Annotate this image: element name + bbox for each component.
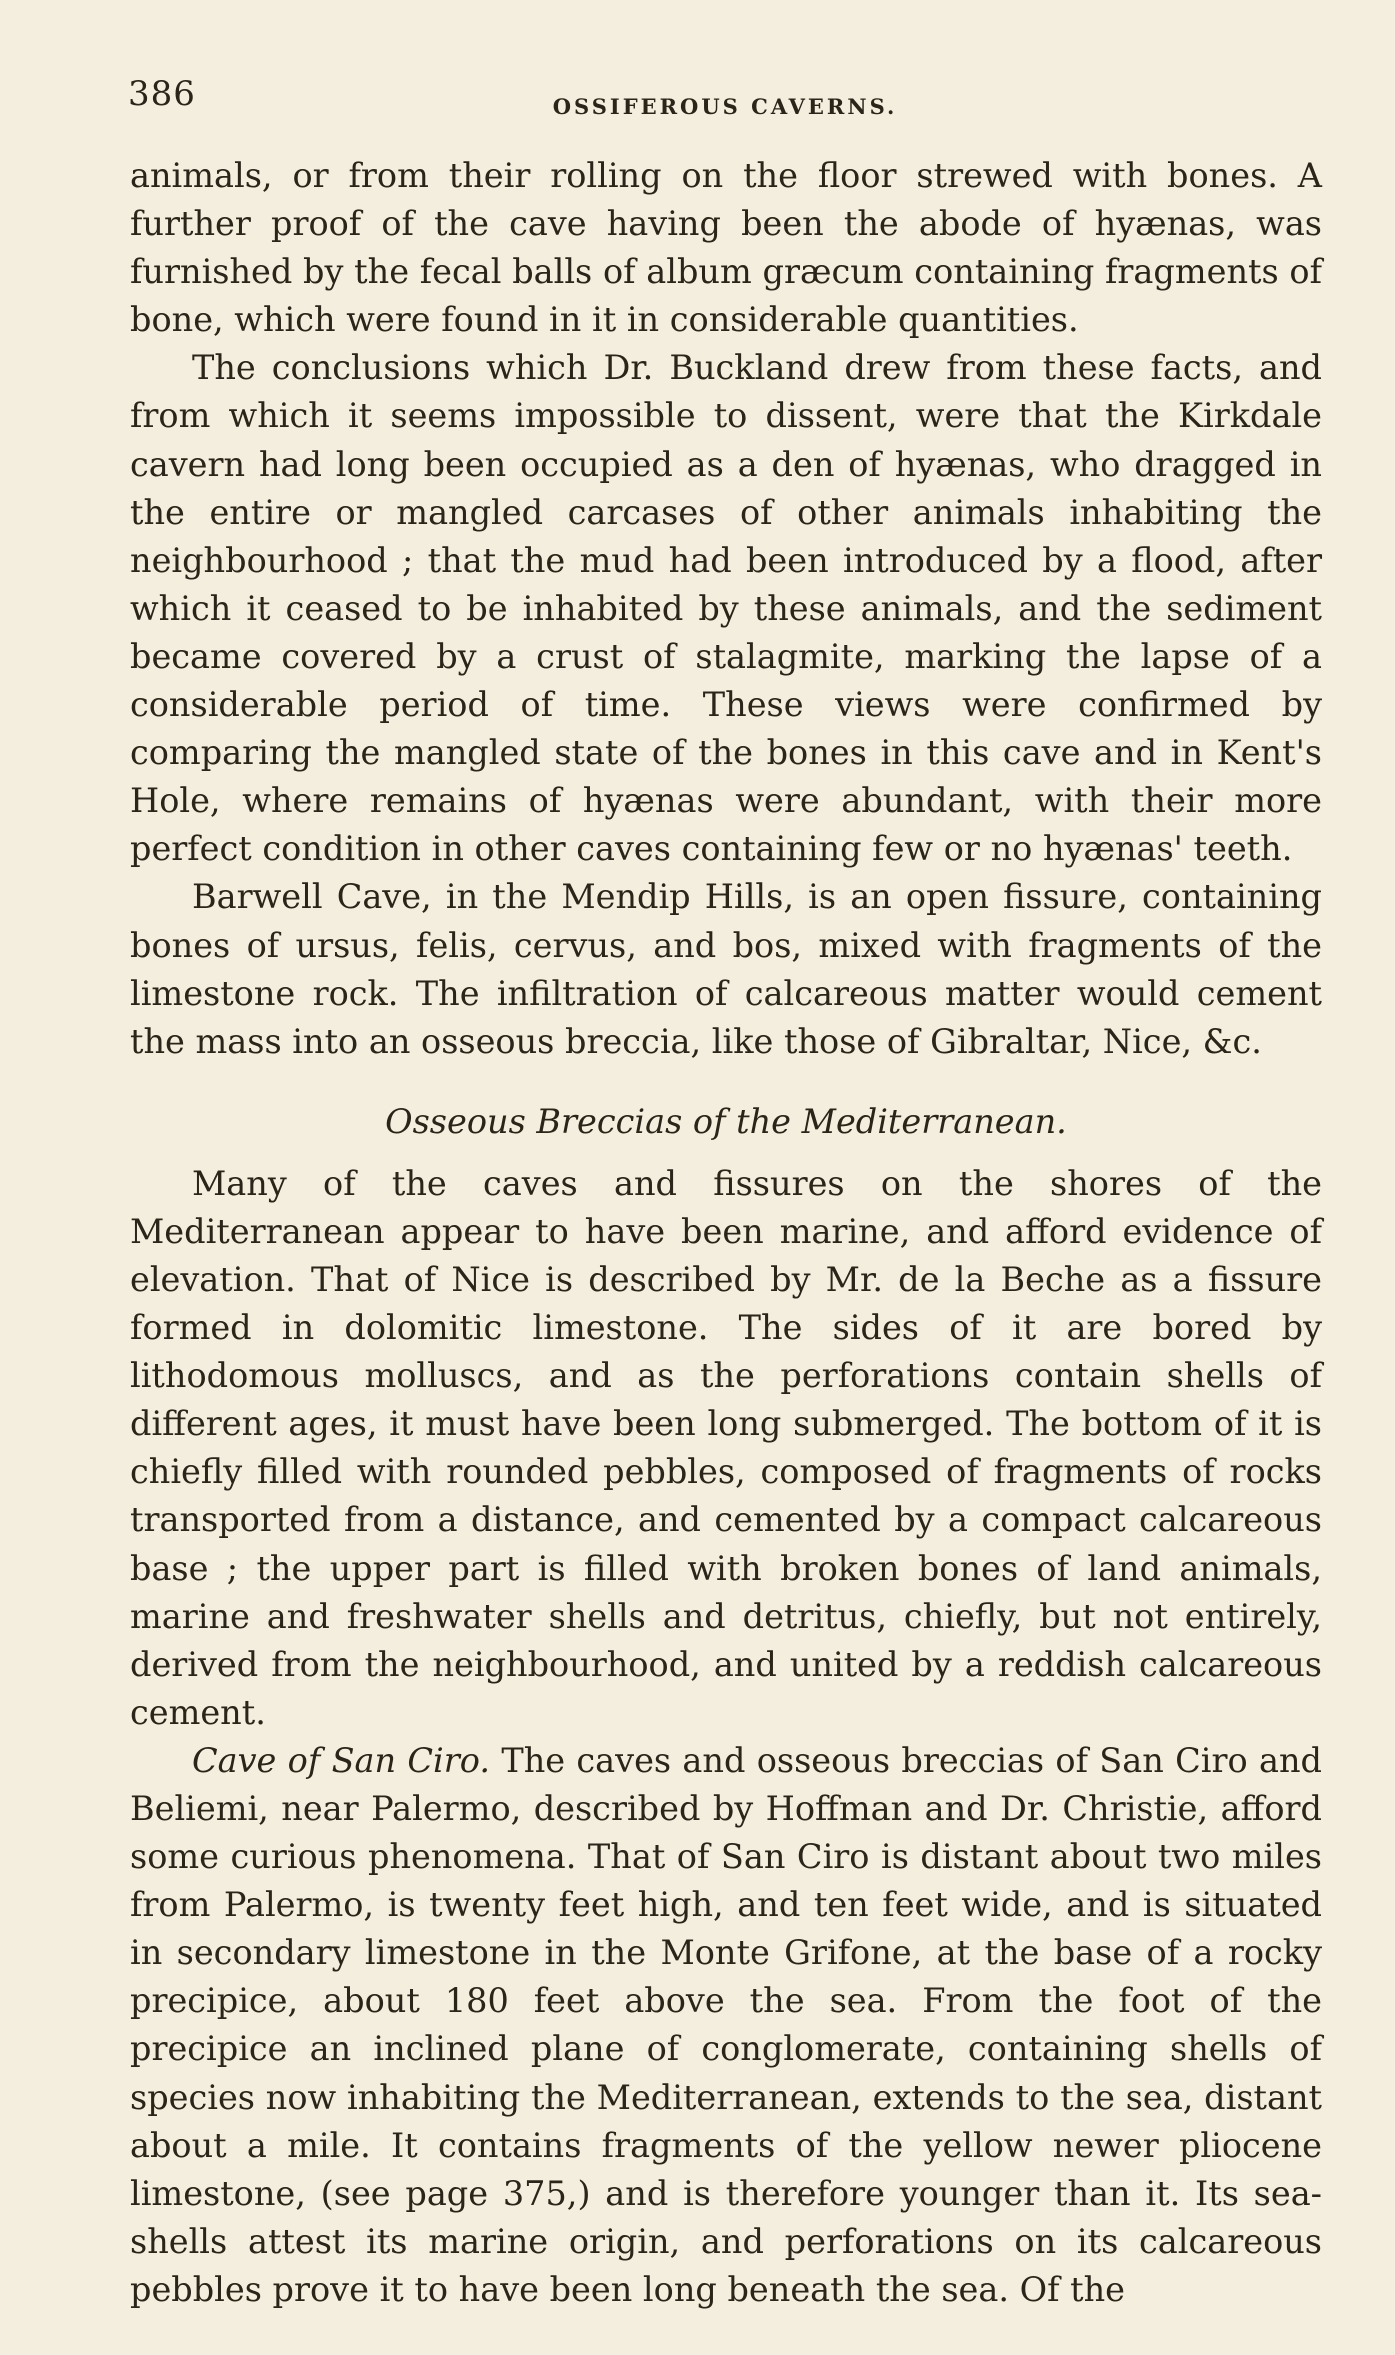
paragraph-mediterranean-caves: Many of the caves and fissures on the shores of the Mediterranean appear to have been marine, and afford evidence of elevation. That of Nice is described by Mr. de la Beche as a fissure formed in dolomitic limestone. The sides of it are bored by lithodomous molluscs, and as the perforations contain shells of different ages, it must have been long submerged. The bottom of it is chiefly filled with rounded pebbles, composed of fragments of rocks transported from a distance, and cemented by a compact calcareous base ; the upper part is filled with broken bones of land animals, marine and freshwater shells and detritus, chiefly, but not entirely, derived from the neighbourhood, and united by a reddish calcareous cement. bbox=[130, 1163, 1322, 1732]
running-head bbox=[128, 74, 1322, 124]
paragraph-barwell-cave: Barwell Cave, in the Mendip Hills, is an open fissure, containing bones of ursus, felis, cervus, and bos, mixed with fragments of the limestone rock. The infiltration of calcareous matter would cement the mass into an osseous breccia, like those of Gibraltar, Nice, &c. bbox=[130, 877, 1322, 1061]
running-title: OSSIFEROUS CAVERNS. bbox=[552, 94, 898, 119]
paragraph-continuation: animals, or from their rolling on the floor strewed with bones. A further proof of the cave having been the abode of hyænas, was furnished by the fecal balls of album græcum containing fragments of bone, which were found in it in considerable quantities. bbox=[130, 156, 1322, 340]
page-number: 386 bbox=[128, 74, 196, 114]
run-in-heading: Cave of San Ciro. bbox=[192, 1740, 490, 1780]
paragraph-san-ciro-text: The caves and osseous breccias of San Ciro and Beliemi, near Palermo, described by Hoffman and Dr. Christie, afford some curious phenomena. That of San Ciro is distant about two miles from Palermo, is twenty feet high, and ten feet wide, and is situated in secondary limestone in the Monte Grifone, at the base of a rocky precipice, about 180 feet above the sea. From the foot of the precipice an inclined plane of conglomerate, containing shells of species now inhabiting the Mediterranean, extends to the sea, distant about a mile. It contains fragments of the yellow newer pliocene limestone, (see page 375,) and is therefore younger than it. Its sea-shells attest its marine origin, and perforations on its calcareous pebbles prove it to have been long beneath the sea. Of the bbox=[130, 1740, 1322, 2309]
body-text bbox=[130, 152, 1322, 2314]
paragraph-san-ciro bbox=[130, 1737, 1322, 2314]
paragraph-buckland-conclusions: The conclusions which Dr. Buckland drew from these facts, and from which it seems impossible to dissent, were that the Kirkdale cavern had long been occupied as a den of hyænas, who dragged in the entire or mangled carcases of other animals inhabiting the neighbourhood ; that the mud had been introduced by a flood, after which it ceased to be inhabited by these animals, and the sediment became covered by a crust of stalagmite, marking the lapse of a considerable period of time. These views were confirmed by comparing the mangled state of the bones in this cave and in Kent's Hole, where remains of hyænas were abundant, with their more perfect condition in other caves containing few or no hyænas' teeth. bbox=[130, 348, 1322, 869]
section-heading: Osseous Breccias of the Mediterranean. bbox=[385, 1101, 1067, 1141]
